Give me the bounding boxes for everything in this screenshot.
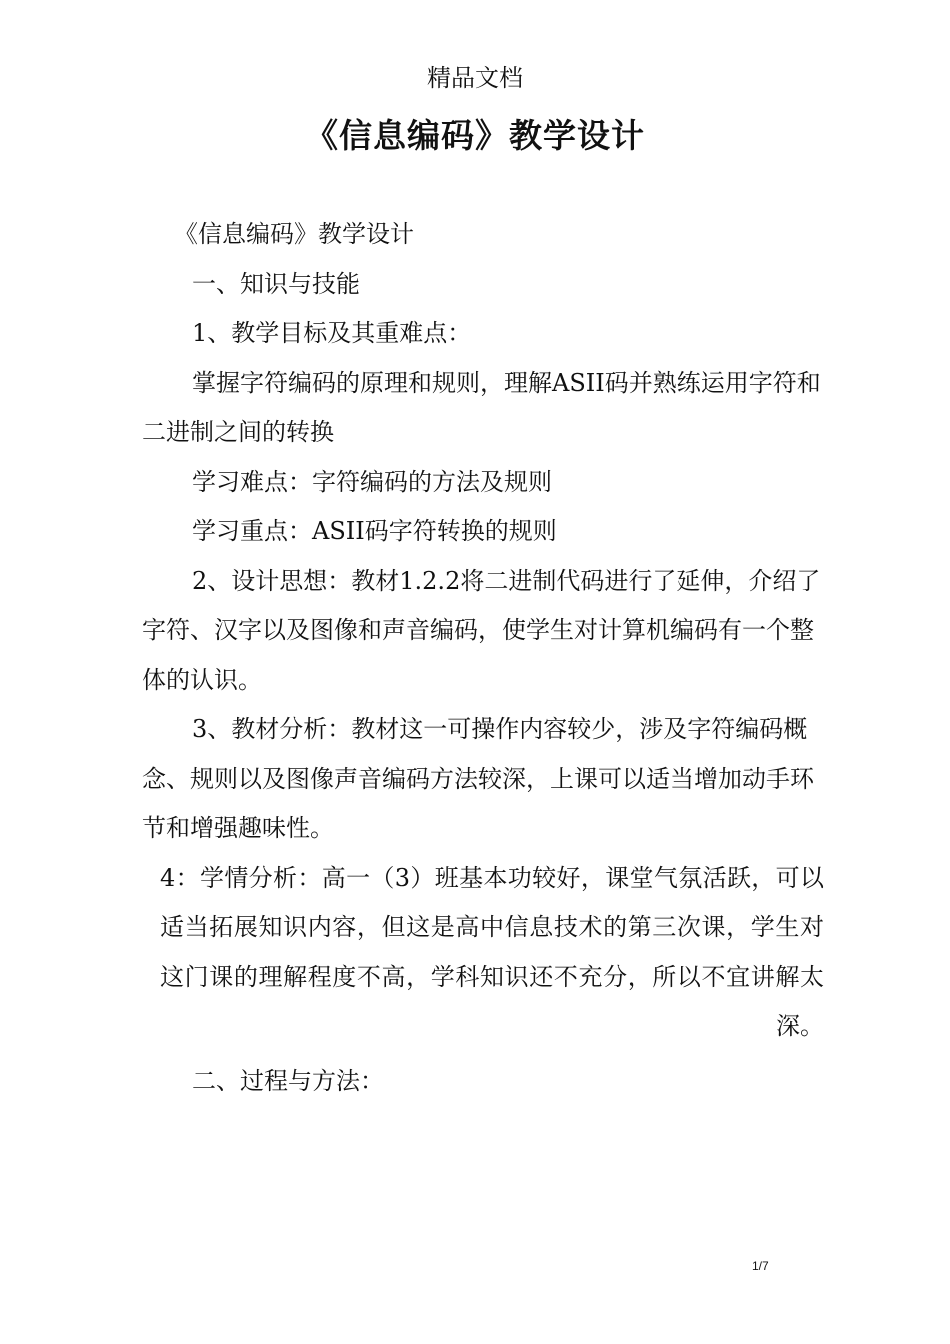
page-header: 精品文档: [427, 64, 523, 92]
paragraph-textbook-analysis: 3、教材分析：教材这一可操作内容较少，涉及字符编码概念、规则以及图像声音编码方法较深，上课可以适当增加动手环节和增强趣味性。: [142, 715, 814, 842]
paragraph-objectives-heading: 1、教学目标及其重难点：: [192, 319, 472, 347]
paragraph-difficulty: 学习难点：字符编码的方法及规则: [192, 467, 552, 496]
paragraph-section-2-heading: 二、过程与方法：: [192, 1066, 384, 1095]
document-title: 《信息编码》教学设计: [305, 116, 645, 155]
document-body: [142, 210, 824, 1106]
page-number: 1/7: [752, 1259, 769, 1273]
paragraph-section-1-heading: 一、知识与技能: [192, 269, 360, 298]
paragraph-design-idea: 2、设计思想：教材1.2.2将二进制代码进行了延伸，介绍了字符、汉字以及图像和声音编码，使学生对计算机编码有一个整体的认识。: [142, 566, 821, 694]
paragraph-key-point: 学习重点：ASII码字符转换的规则: [192, 517, 557, 545]
paragraph-objectives: 掌握字符编码的原理和规则，理解ASII码并熟练运用字符和二进制之间的转换: [142, 368, 821, 446]
paragraph-subtitle: 《信息编码》教学设计: [174, 220, 414, 248]
paragraph-student-analysis: 4：学情分析：高一（3）班基本功较好，课堂气氛活跃，可以适当拓展知识内容，但这是高中信息技术的第三次课，学生对这门课的理解程度不高，学科知识还不充分，所以不宜讲解太深。: [160, 863, 824, 1040]
